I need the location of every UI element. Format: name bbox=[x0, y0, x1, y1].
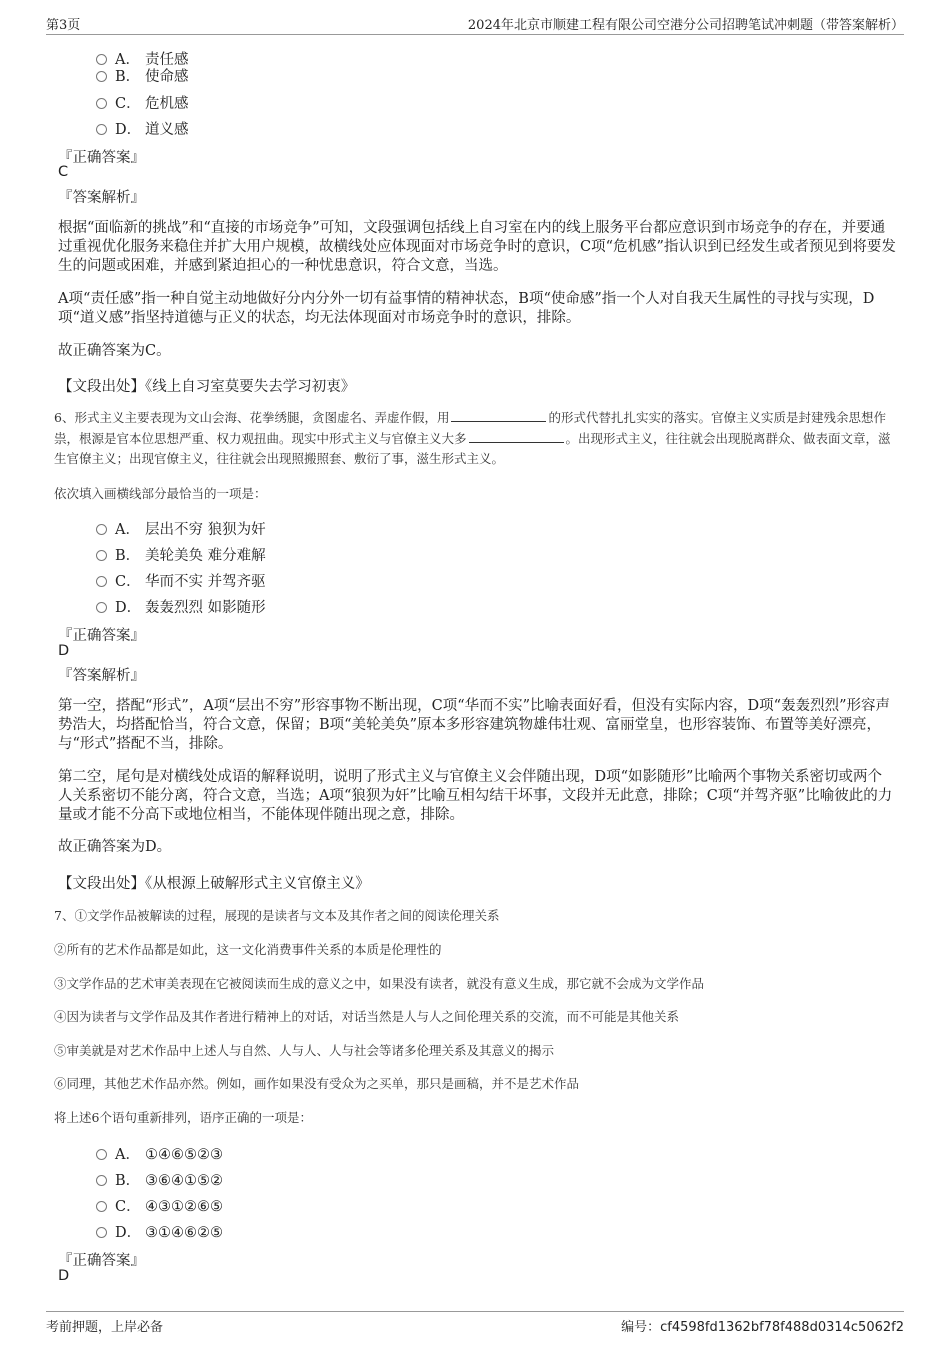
q6-option-b[interactable]: B． 美轮美奂 难分难解 bbox=[96, 544, 266, 564]
q7-option-a[interactable]: A． ①④⑥⑤②③ bbox=[96, 1143, 223, 1163]
radio-icon[interactable] bbox=[96, 98, 107, 109]
radio-icon[interactable] bbox=[96, 71, 107, 82]
page-number: 第3页 bbox=[46, 18, 81, 33]
q7-option-b[interactable]: B． ③⑥④①⑤② bbox=[96, 1169, 223, 1189]
q5-answer-label: 『正确答案』 bbox=[58, 150, 145, 166]
q6-answer: D bbox=[58, 643, 70, 659]
blank-line-1[interactable] bbox=[451, 409, 546, 422]
q5-analysis-conclusion: 故正确答案为C。 bbox=[58, 343, 171, 359]
q6-prompt: 依次填入画横线部分最恰当的一项是： bbox=[54, 486, 267, 501]
q7-answer-label: 『正确答案』 bbox=[58, 1253, 145, 1269]
q5-option-a[interactable]: A． 责任感 bbox=[96, 48, 189, 68]
footer-slogan: 考前押题，上岸必备 bbox=[46, 1320, 164, 1335]
q7-statement-2: ②所有的艺术作品都是如此，这一文化消费事件关系的本质是伦理性的 bbox=[54, 942, 442, 957]
q6-source: 【文段出处】《从根源上破解形式主义官僚主义》 bbox=[58, 876, 370, 892]
radio-icon[interactable] bbox=[96, 550, 107, 561]
q5-source: 【文段出处】《线上自习室莫要失去学习初衷》 bbox=[58, 379, 356, 395]
q6-stem: 6、形式主义主要表现为文山会海、花拳绣腿，贪图虚名、弄虚作假，用 的形式代替扎扎实实的落实。官僚主义实质是封建残余思想作祟，根源是官本位思想严重、权力观扭曲。现实中形式主义与官僚主义大多 。出现形式主义，往往就会出现脱离群众、做表面文章，滋生官僚主义；出现官僚主义，往往就会出现照搬照套、敷衍了事，滋生形式主义。 bbox=[54, 410, 891, 466]
page-footer bbox=[46, 1311, 904, 1334]
q6-option-d[interactable]: D． 轰轰烈烈 如影随形 bbox=[96, 596, 266, 616]
radio-icon[interactable] bbox=[96, 1201, 107, 1212]
q6-analysis-label: 『答案解析』 bbox=[58, 668, 145, 684]
q5-option-d[interactable]: D． 道义感 bbox=[96, 118, 189, 138]
radio-icon[interactable] bbox=[96, 602, 107, 613]
radio-icon[interactable] bbox=[96, 524, 107, 535]
q6-answer-label: 『正确答案』 bbox=[58, 628, 145, 644]
q6-analysis-paragraph-2: 第二空，尾句是对横线处成语的解释说明，说明了形式主义与官僚主义会伴随出现，D项“如影随形”比喻两个事物关系密切或两个人关系密切不能分离，符合文意，当选；A项“狼狈为奸”比喻互相勾结干坏事，文段并无此意，排除；C项“并驾齐驱”比喻彼此的力量或才能不分高下或地位相当，不能体现伴随出现之意，排除。 bbox=[58, 769, 893, 823]
radio-icon[interactable] bbox=[96, 1175, 107, 1186]
q7-prompt: 将上述6个语句重新排列，语序正确的一项是： bbox=[54, 1110, 312, 1125]
q7-statement-6: ⑥同理，其他艺术作品亦然。例如，画作如果没有受众为之买单，那只是画稿，并不是艺术作品 bbox=[54, 1076, 580, 1091]
q7-option-c[interactable]: C． ④③①②⑥⑤ bbox=[96, 1195, 223, 1215]
q5-answer: C bbox=[58, 164, 69, 180]
radio-icon[interactable] bbox=[96, 1149, 107, 1160]
q6-analysis-conclusion: 故正确答案为D。 bbox=[58, 839, 172, 855]
radio-icon[interactable] bbox=[96, 124, 107, 135]
q6-option-c[interactable]: C． 华而不实 并驾齐驱 bbox=[96, 570, 266, 590]
footer-serial: 编号：cf4598fd1362bf78f488d0314c5062f2 bbox=[621, 1320, 904, 1335]
q5-analysis-paragraph-2: A项“责任感”指一种自觉主动地做好分内分外一切有益事情的精神状态，B项“使命感”指一个人对自我天生属性的寻找与实现，D项“道义感”指坚持道德与正义的状态，均无法体现面对市场竞争时的意识，排除。 bbox=[58, 291, 875, 326]
radio-icon[interactable] bbox=[96, 54, 107, 65]
q7-statement-1: 7、①文学作品被解读的过程，展现的是读者与文本及其作者之间的阅读伦理关系 bbox=[54, 908, 500, 923]
radio-icon[interactable] bbox=[96, 1227, 107, 1238]
q7-statement-4: ④因为读者与文学作品及其作者进行精神上的对话，对话当然是人与人之间伦理关系的交流，而不可能是其他关系 bbox=[54, 1009, 680, 1024]
q7-option-d[interactable]: D． ③①④⑥②⑤ bbox=[96, 1221, 223, 1241]
q6-analysis-paragraph-1: 第一空，搭配“形式”，A项“层出不穷”形容事物不断出现，C项“华而不实”比喻表面好看，但没有实际内容，D项“轰轰烈烈”形容声势浩大，均搭配恰当，符合文意，保留；B项“美轮美奂”原本多形容建筑物雄伟壮观、富丽堂皇，也形容装饰、布置等美好漂亮，与“形式”搭配不当，排除。 bbox=[58, 698, 890, 752]
q5-option-c[interactable]: C． 危机感 bbox=[96, 92, 189, 112]
blank-line-2[interactable] bbox=[469, 430, 564, 443]
q5-analysis-paragraph-1: 根据“面临新的挑战”和“直接的市场竞争”可知，文段强调包括线上自习室在内的线上服务平台都应意识到市场竞争的存在，并要通过重视优化服务来稳住并扩大用户规模，故横线处应体现面对市场竞争时的意识，C项“危机感”指认识到已经发生或者预见到将要发生的问题或困难，并感到紧迫担心的一种忧患意识，符合文意，当选。 bbox=[58, 220, 896, 274]
page-header bbox=[46, 14, 904, 35]
q7-statement-3: ③文学作品的艺术审美表现在它被阅读而生成的意义之中，如果没有读者，就没有意义生成，那它就不会成为文学作品 bbox=[54, 976, 705, 991]
q5-option-b[interactable]: B． 使命感 bbox=[96, 65, 189, 85]
document-title: 2024年北京市顺建工程有限公司空港分公司招聘笔试冲刺题（带答案解析） bbox=[467, 18, 904, 33]
q7-statement-5: ⑤审美就是对艺术作品中上述人与自然、人与人、人与社会等诸多伦理关系及其意义的揭示 bbox=[54, 1043, 555, 1058]
q5-analysis-label: 『答案解析』 bbox=[58, 190, 145, 206]
q6-option-a[interactable]: A． 层出不穷 狼狈为奸 bbox=[96, 518, 266, 538]
q7-answer: D bbox=[58, 1268, 70, 1284]
radio-icon[interactable] bbox=[96, 576, 107, 587]
